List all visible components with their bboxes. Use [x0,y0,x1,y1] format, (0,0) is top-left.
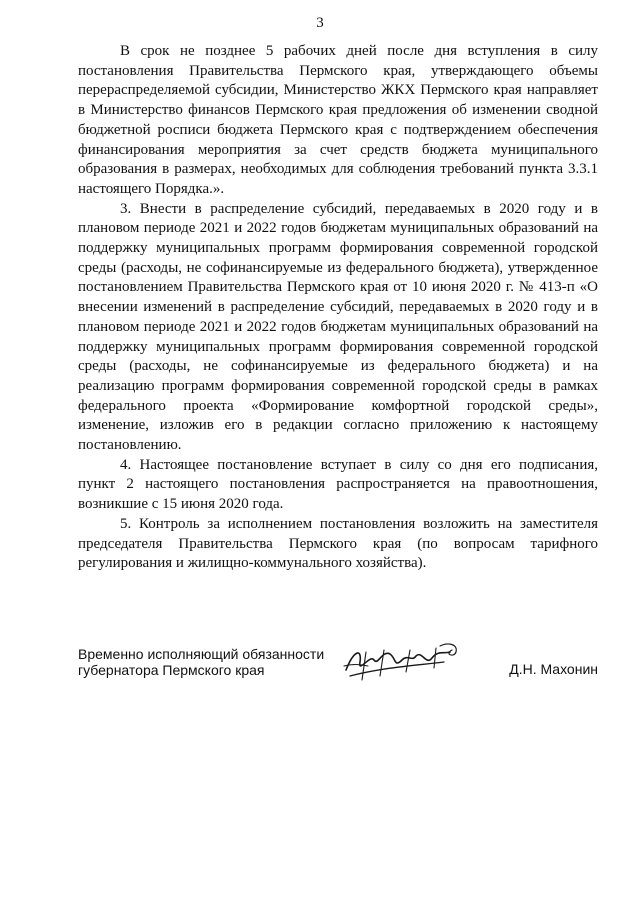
paragraph-deadline: В срок не позднее 5 рабочих дней после дня вступления в силу постановления Правительства Пермского края, утверждающего объемы перераспределяемой субсидии, Министерство ЖКХ Пермского края направляет в Министерство финансов Пермского края предложения об изменении сводной бюджетной росписи бюджета Пермского края с подтверждением обеспечения финансирования мероприятия за счет средств бюджета муниципального образования в размерах, необходимых для соблюдения требований пункта 3.3.1 настоящего Порядка.». [78,43,598,197]
signatory-position-line-1: Временно исполняющий обязанности [78,646,325,662]
signatory-position [78,646,348,678]
signatory-position-line-2: губернатора Пермского края [78,662,265,678]
handwritten-signature [340,640,470,686]
signature-block [78,646,598,692]
signatory-name: Д.Н. Махонин [509,661,598,677]
paragraph-item-3: 3. Внести в распределение субсидий, передаваемых в 2020 году и в плановом периоде 2021 и 2022 годов бюджетам муниципальных образований на поддержку муниципальных программ формирования современной городской среды (расходы, не софинансируемые из федерального бюджета), утвержденное постановлением Правительства Пермского края от 10 июня 2020 г. № 413-п «О внесении изменений в распределение субсидий, передаваемых в 2020 году и в плановом периоде 2021 и 2022 годов бюджетам муниципальных образований на поддержку муниципальных программ формирования современной городской среды (расходы, не софинансируемые из федерального бюджета) и на реализацию программ формирования современной городской среды в рамках федерального проекта «Формирование комфортной городской среды», изменение, изложив его в редакции согласно приложению к настоящему постановлению. [78,200,598,454]
paragraph-item-5: 5. Контроль за исполнением постановления возложить на заместителя председателя Правительства Пермского края (по вопросам тарифного регулирования и жилищно-коммунального хозяйства). [78,515,598,572]
document-body [78,42,598,574]
page-number: 3 [316,15,324,31]
paragraph-item-4: 4. Настоящее постановление вступает в силу со дня его подписания, пункт 2 настоящего постановления распространяется на правоотношения, возникшие с 15 июня 2020 года. [78,456,598,513]
